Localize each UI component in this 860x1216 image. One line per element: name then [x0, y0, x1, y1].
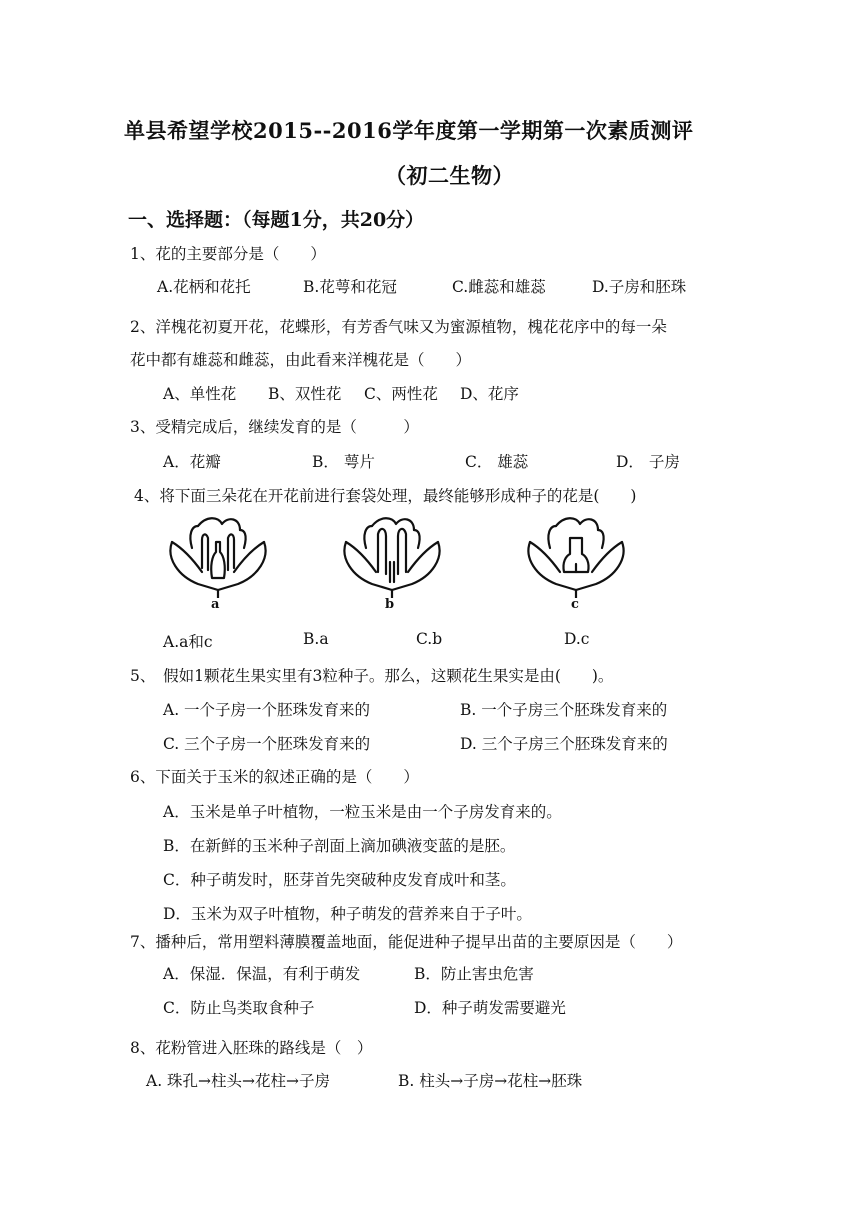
question-stem: 7、播种后，常用塑料薄膜覆盖地面，能促进种子提早出苗的主要原因是（ ） [130, 933, 683, 951]
figure-label-c: c [571, 597, 579, 612]
figure-label-b: b [385, 597, 395, 612]
option-d: D.子房和胚珠 [592, 278, 687, 296]
option-a: A. 一个子房一个胚珠发育来的 [163, 701, 371, 719]
option-a: A.花柄和花托 [157, 278, 251, 296]
option-b: B. 一个子房三个胚珠发育来的 [460, 701, 668, 719]
question-stem: 8、花粉管进入胚珠的路线是（ ） [130, 1039, 373, 1057]
option-c: C.b [416, 630, 443, 648]
option-d: D． 子房 [616, 453, 680, 471]
option-b: B.a [303, 630, 329, 648]
option-b: B.花萼和花冠 [303, 278, 397, 296]
option-c: C．种子萌发时，胚芽首先突破种皮发育成叶和茎。 [163, 871, 516, 889]
question-stem-line1: 2、洋槐花初夏开花，花蝶形，有芳香气味又为蜜源植物，槐花花序中的每一朵 [130, 318, 667, 336]
option-d: D．种子萌发需要避光 [414, 999, 566, 1017]
option-c: C、两性花 [364, 385, 438, 403]
option-a: A．玉米是单子叶植物，一粒玉米是由一个子房发育来的。 [163, 803, 562, 821]
question-stem: 5、 假如1颗花生果实里有3粒种子。那么，这颗花生果实是由( )。 [130, 667, 614, 685]
flower-a-diagram [162, 512, 274, 598]
option-a: A.a和c [163, 633, 213, 651]
question-stem: 1、花的主要部分是（ ） [130, 245, 326, 263]
option-d: D. 三个子房三个胚珠发育来的 [460, 735, 668, 753]
option-b: B、双性花 [268, 385, 342, 403]
question-stem: 3、受精完成后，继续发育的是（ ） [130, 418, 419, 436]
option-d: D．玉米为双子叶植物，种子萌发的营养来自于子叶。 [163, 905, 532, 923]
option-d: D、花序 [460, 385, 519, 403]
option-c: C． 雄蕊 [465, 453, 529, 471]
flower-b-diagram [336, 512, 448, 598]
option-c: C.雌蕊和雄蕊 [452, 278, 546, 296]
option-a: A、单性花 [163, 385, 237, 403]
question-stem: 4、将下面三朵花在开花前进行套袋处理，最终能够形成种子的花是( ) [134, 487, 637, 505]
section-heading: 一、选择题：（每题1分，共20分） [128, 209, 425, 231]
question-stem: 6、下面关于玉米的叙述正确的是（ ） [130, 768, 419, 786]
figure-label-a: a [211, 597, 220, 612]
option-a: A．保湿．保温，有利于萌发 [163, 965, 361, 983]
option-b: B．防止害虫危害 [414, 965, 534, 983]
flower-c-diagram [520, 512, 632, 598]
option-d: D.c [564, 630, 590, 648]
option-b: B． 萼片 [312, 453, 375, 471]
question-stem-line2: 花中都有雄蕊和雌蕊，由此看来洋槐花是（ ） [130, 351, 472, 369]
exam-title: 单县希望学校2015--2016学年度第一学期第一次素质测评 [124, 118, 694, 143]
option-a: A. 珠孔→柱头→花柱→子房 [146, 1072, 331, 1090]
option-c: C. 三个子房一个胚珠发育来的 [163, 735, 371, 753]
option-c: C．防止鸟类取食种子 [163, 999, 315, 1017]
exam-subtitle: （初二生物） [385, 163, 514, 188]
option-a: A．花瓣 [163, 453, 221, 471]
option-b: B．在新鲜的玉米种子剖面上滴加碘液变蓝的是胚。 [163, 837, 516, 855]
option-b: B. 柱头→子房→花柱→胚珠 [398, 1072, 583, 1090]
